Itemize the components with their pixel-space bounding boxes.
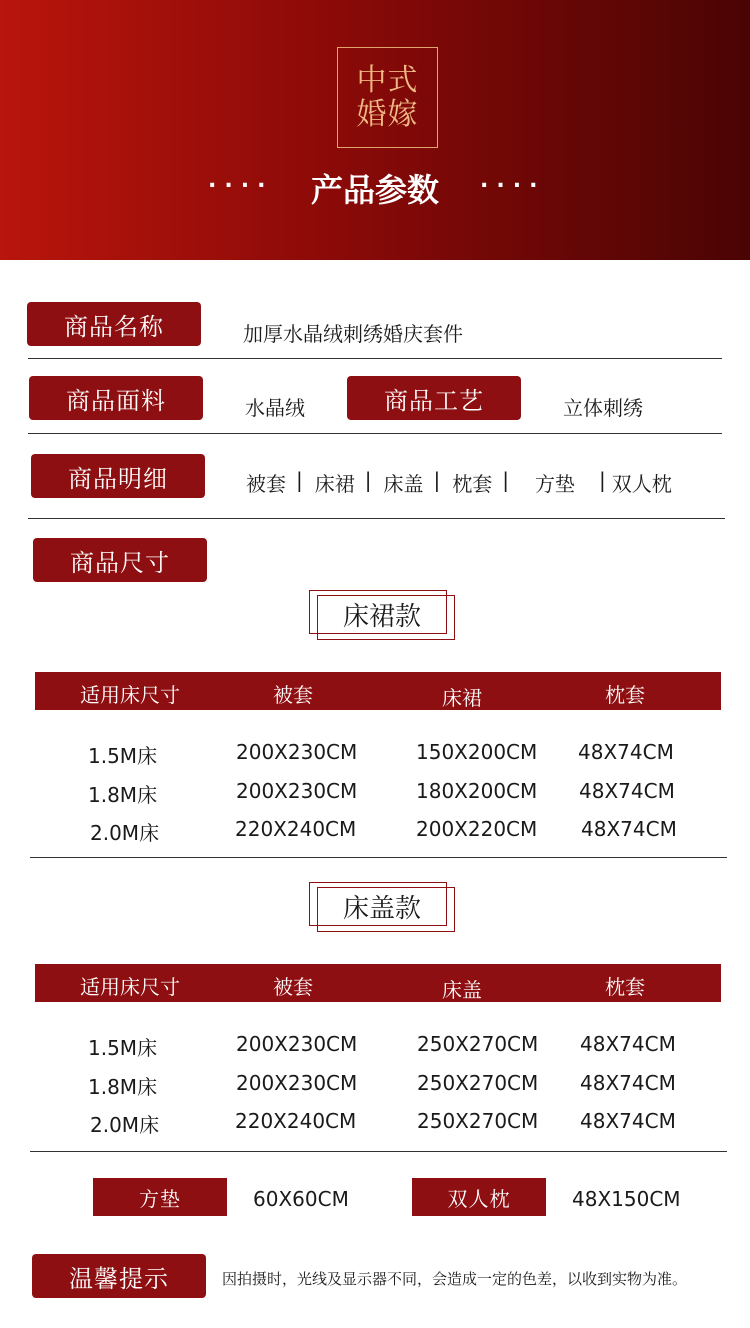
page-title: 产品参数 — [310, 171, 439, 209]
column-header: 适用床尺寸 — [80, 683, 180, 707]
table-cell: 180X200CM — [416, 779, 538, 803]
double-pillow-value: 48X150CM — [572, 1187, 681, 1211]
table-title-frame — [309, 882, 455, 930]
table-cell: 200X230CM — [236, 1032, 358, 1056]
detail-separator: | — [599, 468, 606, 492]
table-cell: 1.5M床 — [88, 744, 158, 768]
table-cell: 48X74CM — [581, 817, 677, 841]
table-cell: 250X270CM — [417, 1032, 539, 1056]
table-cell: 48X74CM — [579, 779, 675, 803]
detail-separator: | — [433, 468, 441, 492]
column-header: 枕套 — [605, 975, 645, 999]
column-header: 被套 — [273, 975, 313, 999]
seal-line-2: 婚嫁 — [356, 96, 419, 132]
table-cell: 200X220CM — [416, 817, 538, 841]
table-cell: 1.8M床 — [88, 1075, 158, 1099]
table-cell: 220X240CM — [235, 817, 357, 841]
column-header: 被套 — [273, 683, 313, 707]
table-cell: 2.0M床 — [90, 821, 160, 845]
table-header — [35, 672, 721, 710]
detail-item: 双人枕 — [611, 472, 672, 496]
table-title: 床裙款 — [342, 602, 421, 632]
fabric-value: 水晶绒 — [245, 396, 305, 420]
product-name-value: 加厚水晶绒刺绣婚庆套件 — [243, 322, 463, 346]
table-cell: 150X200CM — [416, 740, 538, 764]
product-name-label: 商品名称 — [27, 302, 201, 346]
detail-item: 被套 — [246, 472, 286, 496]
detail-item: 床盖 — [383, 472, 424, 496]
column-header: 枕套 — [605, 683, 645, 707]
details-label: 商品明细 — [31, 454, 205, 498]
divider — [30, 857, 727, 858]
table-cell: 1.5M床 — [88, 1036, 158, 1060]
column-header: 适用床尺寸 — [80, 975, 180, 999]
table-cell: 200X230CM — [236, 779, 358, 803]
table-cell: 220X240CM — [235, 1109, 357, 1133]
detail-separator: | — [296, 468, 303, 492]
double-pillow-label: 双人枕 — [412, 1178, 546, 1216]
table-cell: 48X74CM — [580, 1109, 676, 1133]
table-cell: 48X74CM — [580, 1032, 676, 1056]
table-cell: 250X270CM — [417, 1109, 539, 1133]
craft-value: 立体刺绣 — [563, 396, 643, 420]
table-cell: 1.8M床 — [88, 783, 158, 807]
notice-label: 温馨提示 — [32, 1254, 206, 1298]
divider — [28, 433, 722, 434]
column-header: 床盖 — [442, 978, 482, 1002]
header-banner — [0, 0, 750, 260]
square-cushion-value: 60X60CM — [253, 1187, 349, 1211]
table-cell: 200X230CM — [236, 740, 358, 764]
table-cell: 48X74CM — [580, 1071, 676, 1095]
brand-seal — [337, 47, 438, 148]
table-cell: 48X74CM — [578, 740, 674, 764]
fabric-label: 商品面料 — [29, 376, 203, 420]
details-list — [246, 468, 672, 497]
decor-dots-right: .... — [480, 168, 546, 193]
detail-separator: | — [502, 468, 509, 492]
table-title: 床盖款 — [342, 894, 421, 924]
seal-line-1: 中式 — [356, 62, 419, 98]
craft-label: 商品工艺 — [347, 376, 521, 420]
size-label: 商品尺寸 — [33, 538, 207, 582]
divider — [30, 1151, 727, 1152]
detail-separator: | — [364, 468, 372, 492]
table-header — [35, 964, 721, 1002]
notice-text: 因拍摄时，光线及显示器不同，会造成一定的色差，以收到实物为准。 — [222, 1270, 688, 1288]
detail-item: 枕套 — [452, 472, 493, 496]
table-cell: 200X230CM — [236, 1071, 358, 1095]
divider — [28, 518, 725, 519]
square-cushion-label: 方垫 — [93, 1178, 227, 1216]
table-cell: 250X270CM — [417, 1071, 539, 1095]
divider — [28, 358, 722, 359]
detail-item: 方垫 — [535, 472, 575, 496]
table-title-frame — [309, 590, 455, 638]
detail-item: 床裙 — [314, 472, 355, 496]
decor-dots-left: .... — [208, 168, 274, 193]
table-cell: 2.0M床 — [90, 1113, 160, 1137]
column-header: 床裙 — [442, 686, 482, 710]
